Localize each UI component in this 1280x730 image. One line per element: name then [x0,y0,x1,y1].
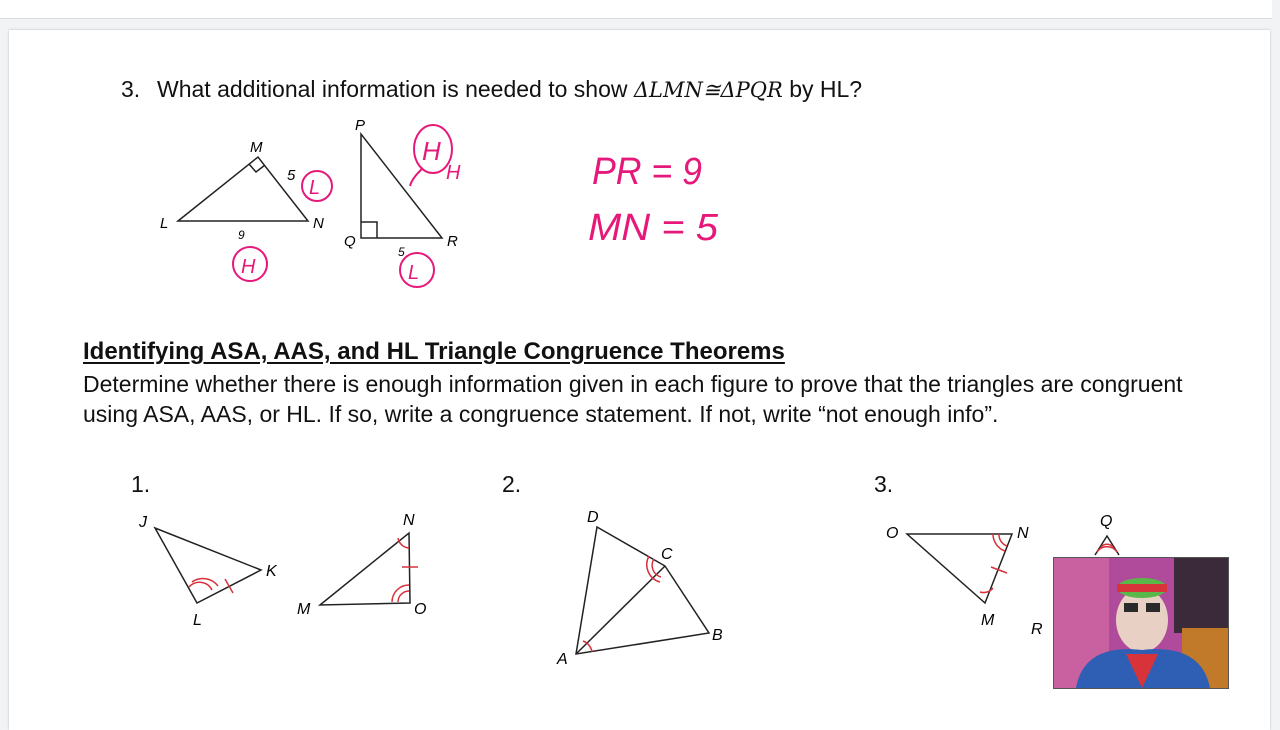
label-d: D [587,509,599,526]
label-n-1: N [403,512,415,529]
previous-page-edge [0,0,1272,19]
question-text [157,76,862,103]
answer-line-2: MN = 5 [588,207,719,249]
presenter-video-icon [1054,558,1228,688]
question-prefix: What additional information is needed to show [157,76,634,102]
label-m-3: M [981,612,995,629]
figure-lmn-pqr [150,110,480,300]
problem-1-number: 1. [131,471,151,497]
tick-lk [225,579,233,593]
section-title: Identifying ASA, AAS, and HL Triangle Congruence Theorems [83,338,785,365]
label-c: C [661,546,673,563]
angle-arc-n-3b [999,534,1007,546]
label-l-1: L [193,612,202,629]
label-r-3: R [1031,621,1043,638]
label-r: R [447,233,458,250]
ink-stroke [410,168,423,186]
label-m: M [250,139,263,156]
question-math: ΔLMN≅ΔPQR [633,78,783,102]
label-n-3: N [1017,525,1029,542]
handwritten-answer [585,140,735,250]
h-mark: H [446,162,461,184]
angle-arc-n [398,538,409,548]
label-p: P [355,117,366,134]
label-k: K [266,563,277,580]
section-instructions: Determine whether there is enough information given in each figure to prove that the triangles are congruent using ASA, AAS, or HL. If so, write a congruence statement. If not, write “not enough info”. [83,371,1183,427]
angle-arc-o-1 [392,585,409,602]
circled-h-2: H [422,136,441,166]
right-angle-mark-m [249,164,265,172]
triangle-jkl [155,528,261,603]
problem-1-figure [135,505,435,635]
label-q-3: Q [1100,513,1113,530]
question-suffix: by HL? [782,76,863,102]
problem-2-number: 2. [502,471,522,497]
label-o-3: O [886,525,899,542]
label-side-mn: 5 [287,167,296,184]
circled-h-1: H [241,256,256,278]
circled-l-2: L [408,262,420,284]
diagonal-ac [576,566,665,654]
label-q: Q [344,233,356,250]
label-l: L [160,215,169,232]
label-side-ln: 9 [238,228,245,242]
answer-line-1: PR = 9 [592,151,702,193]
problem-3-number: 3. [874,471,894,497]
circled-l-1: L [309,177,321,199]
label-m-1: M [297,601,311,618]
question-number: 3. [121,76,141,102]
problem-2-figure [550,505,730,670]
label-o-1: O [414,601,427,618]
triangle-nmo [320,533,410,605]
webcam-overlay[interactable] [1053,557,1229,689]
label-n: N [313,215,324,232]
label-side-qr: 5 [398,245,405,259]
right-angle-mark-q [361,222,377,238]
scrollbar-track[interactable] [1274,0,1280,720]
angle-arc-l-1 [189,582,212,590]
label-b: B [712,627,723,644]
angle-arc-o-2 [398,591,409,602]
label-a: A [557,651,568,668]
label-j: J [139,514,147,531]
problem-3-figure [880,505,1113,640]
